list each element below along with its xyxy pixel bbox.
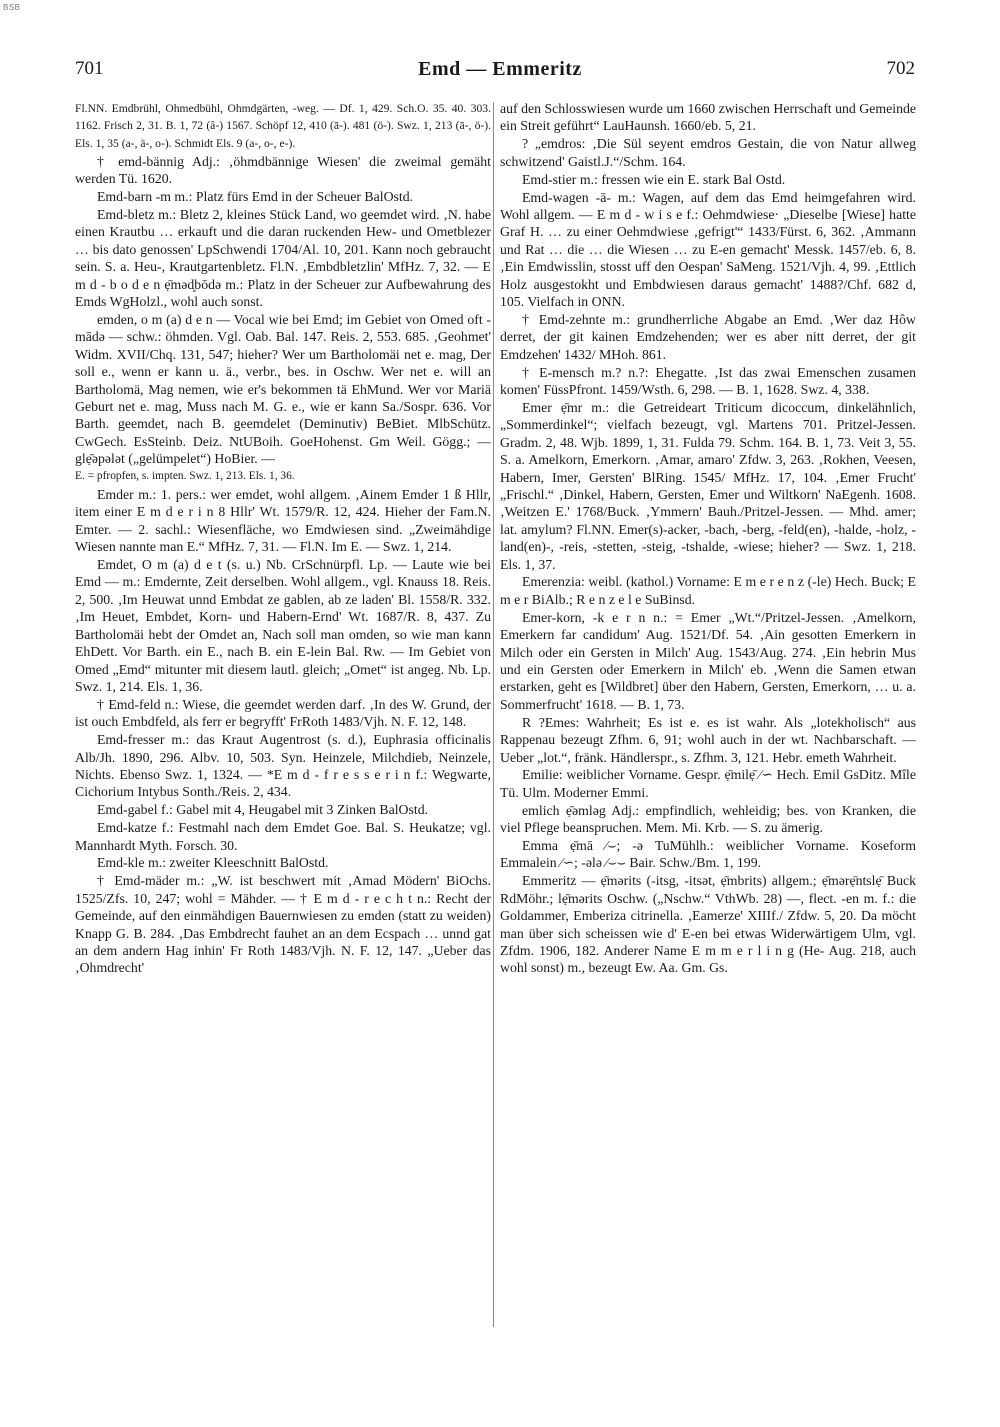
column-divider <box>493 102 494 1327</box>
entry-paragraph: auf den Schlosswiesen wurde um 1660 zwischen Herrschaft und Gemeinde ein Streit geführt“ LauHaunsh. 1660/eb. 5, 21. <box>500 101 916 134</box>
entry-paragraph: Emd-wagen -ā- m.: Wagen, auf dem das Emd heimgefahren wird. Wohl allgem. — E m d - w i s e f.: Oehmdwiese· „Dieselbe [Wiese] hatte Graf H. … zu einer Oehmdwiese ‚gefrigt'“ 1433/Fürst. 6, 362. ‚Ammann und Rat … die … die Wiesen … zu E-en gemacht' Messk. 1457/eb. 6, 8. ‚Ein Emdwisslin, stosst uff den Oespan' SaMeng. 1521/Vjh. 4, 99. ‚Ettlich Holz ausgestokht und Embdwiesen daraus gemacht' 1488?/Chf. 682 d, 105. Vielfach in ONN. <box>500 189 916 309</box>
entry-paragraph: Emd-barn -m m.: Platz fürs Emd in der Scheuer BalOstd. <box>97 189 414 205</box>
entry-paragraph: † Emd-zehnte m.: grundherrliche Abgabe an Emd. ‚Wer daz Hôw derret, der git kainen Emdzehenden; wer es aber nitt derret, der git Emdzehen' 1432/ MHoh. 861. <box>500 311 916 362</box>
right-column <box>500 100 916 1328</box>
entry-paragraph: Fl.NN. Emdbrühl, Ohmedbühl, Ohmdgärten, -weg. — Df. 1, 429. Sch.O. 35. 40. 303. 1162. Frisch 2, 31. B. 1, 72 (â-) 1567. Schöpf 12, 410 (ā-). 481 (ö-). Swz. 1, 213 (ā-, ö-). Els. 1, 35 (a-, ä-, o-). Schmidt Els. 9 (a-, o-, e-). <box>75 102 491 150</box>
page-header <box>0 58 1000 88</box>
page-number-left: 701 <box>75 58 104 79</box>
entry-paragraph: Emmeritz — ẹ̄mərits (-itsg, -itsət, ẹ̄mbrits) allgem.; ẹ̄mərẹ̄ntslẹ̄ Buck RdMöhr.; lẹ̄mərits Oschw. („Nschw.“ VthWb. 28) —, flect. -en m. f.: die Goldammer, Emberiza citrinella. ‚Eamerze' XIIIf./ Zfdw. 5, 20. Da möcht man über sich scheissen wie d' E-en bei etwas Widerwärtigem Ulm, vgl. Zfdm. 1906, 182. Anderer Name E m m e r l i n g (He- Aug. 218, auch wohl sonst) m., bezeugt Ew. Aa. Gm. Gs. <box>500 873 916 976</box>
entry-paragraph: † Emd-feld n.: Wiese, die geemdet werden darf. ‚In des W. Grund, der ist ouch Embdfeld, als ferr er begryfft' FrRoth 1483/Vjh. N. F. 12, 148. <box>75 696 491 730</box>
library-stamp: BSB <box>3 3 21 12</box>
entry-paragraph: † Emd-mäder m.: „W. ist beschwert mit ‚Amad Mödern' BiOchs. 1525/Zfs. 10, 247; wohl = Mähder. — † E m d - r e c h t n.: Recht der Gemeinde, auf den einmähdigen Bauernwiesen zu emden (statt zu weiden) Knapp G. B. 284. ‚Das Embdrecht fauhet an an dem Ecspach … unnd gat an dem andern Hag inhin' Fr Roth 1483/Vjh. N. F. 12, 147. „Ueber das ‚Ohmdrecht' <box>75 873 491 976</box>
entry-paragraph: Emer-korn, -k e r n n.: = Emer „Wt.“/Pritzel-Jessen. ‚Amelkorn, Emerkern far candidum' Aug. 1521/Df. 54. ‚Ain gesotten Emerkern in Milch oder ein Gersten in Milch' Aug. 1543/Aug. 274. ‚Ein hebrin Mus und ein Gersten oder Emerkern in Milch' eb. ‚Wenn die Samen etwan erstarken, geht es [Wildbret] über den Habern, Gersten, Emerkorn, … u. a. Sommerfrucht' 1618. — B. 1, 73. <box>500 609 916 712</box>
running-title: Emd — Emmeritz <box>418 58 582 80</box>
page-number-right: 702 <box>886 58 915 79</box>
entry-paragraph: Emd-gabel f.: Gabel mit 4, Heugabel mit 3 Zinken BalOstd. <box>97 802 429 818</box>
entry-paragraph: Emd-katze f.: Festmahl nach dem Emdet Goe. Bal. S. Heukatze; vgl. Mannhardt Myth. Forsch. 30. <box>75 820 491 853</box>
entry-paragraph: Emd-fresser m.: das Kraut Augentrost (s. d.), Euphrasia officinalis Alb/Jh. 1890, 296. Albv. 10, 503. Syn. Heinzele, Milchdieb, Neinzele, Nichts. Ebenso Swz. 1, 1324. — *E m d - f r e s s e r i n f.: Wegwarte, Cichorium Intybus Sonth./Reis. 2, 434. <box>75 732 491 800</box>
entry-paragraph: † emd-bännig Adj.: ‚öhmdbännige Wiesen' die zweimal gemäht werden Tü. 1620. <box>75 153 491 187</box>
entry-paragraph: Emilie: weiblicher Vorname. Gespr. ẹ̄milẹ̄ ∕∽ Hech. Emil GsDitz. Mîle Tü. Ulm. Moderner Emmi. <box>500 767 916 800</box>
entry-paragraph: Emma ẹ̄mā ∕⌣; -ə TuMühlh.: weiblicher Vorname. Koseform Emmalein ∕∽; -ələ ∕⌣⌣ Bair. Schw./Bm. 1, 199. <box>500 838 916 871</box>
entry-paragraph: R ?Emes: Wahrheit; Es ist e. es ist wahr. Als „lotekholisch“ aus Rappenau bezeugt Zfhm. 6, 91; wohl auch in der wt. Nachbarschaft. — Ueber „lot.“, fränk. Händlerspr., s. Zfhm. 3, 121. Hebr. emeth Wahrheit. <box>500 714 916 765</box>
entry-paragraph: † E-mensch m.? n.?: Ehegatte. ‚Ist das zwai Emenschen zusamen komen' FüssPfront. 1459/Wsth. 6, 298. — B. 1, 1628. Swz. 4, 338. <box>500 364 916 397</box>
entry-paragraph: Emdet, O m (a) d e t (s. u.) Nb. CrSchnürpfl. Lp. — Laute wie bei Emd — m.: Emdernte, Zeit derselben. Wohl allgem., vgl. Knauss 18. Reis. 2, 500. ‚Im Heuwat unnd Embdat ze gablen, ab ze laden' Bl. 1558/R. 332. ‚Im Heuet, Embdet, Korn- und Habern-Ernd' Wt. 1687/R. 8, 437. Zu Bartholomäi hebt der Omdet an, Nach soll man omden, so wie man kann EhDett. Vor Barth. ein E., nach B. ein E-lein Bal. Rw. — Im Gebiet von Omed „Emd“ mitunter mit diesem lautl. gleich; „Omet“ ist angeg. Nb. Lp. Swz. 1, 214. Els. 1, 36. <box>75 557 491 694</box>
entry-paragraph: E. = pfropfen, s. impten. Swz. 1, 213. Els. 1, 36. <box>75 470 295 483</box>
entry-paragraph: ? „emdros: ‚Die Sül seyent emdros Gestain, die von Natur allweg schwitzend' Gaistl.J.“/Schm. 164. <box>500 136 916 169</box>
entry-paragraph: Emd-stier m.: fressen wie ein E. stark Bal Ostd. <box>522 171 786 187</box>
entry-paragraph: Emder m.: 1. pers.: wer emdet, wohl allgem. ‚Ainem Emder 1 ß Hllr, item einer E m d e r i n 8 Hllr' Wt. 1579/R. 12, 424. Hieher der Fam.N. Emter. — 2. sachl.: Wiesenfläche, wo Emdwiesen sind. „Zweimähdige Wiesen nannte man E.“ MfHz. 7, 31. — Fl.N. Im E. — Swz. 1, 214. <box>75 486 491 555</box>
entry-paragraph: emden, o m (a) d e n — Vocal wie bei Emd; im Gebiet von Omed oft -mādə — schw.: öhmden. Vgl. Oab. Bal. 147. Reis. 2, 553. 685. ‚Geohmet' Widm. XVII/Chq. 131, 547; hieher? Wer um Bartholomäi net e. mag, Der soll e., wenn er kann u. ä., verbr., bes. in Oschw. Wer net e. will an Bartholomä, Mag nemen, wie er's bekommen tä EhMund. Wer vor Mariä Geburt net e. mag, Muss nach M. G. e., wie er kann Sa./Sospr. 636. Vor Barth. geemdet, nach B. geemdelet (Deminutiv) BeBiet. MlbSchütz. CwGech. EsSteinb. Deiz. NtUBoih. GoeHohenst. Gm Weil. Gögg.; — glẹ̄əpələt („gelümpelet“) HoBier. — <box>75 311 491 467</box>
left-column <box>75 100 491 1328</box>
entry-paragraph: Emer ẹ̄mr m.: die Getreideart Triticum dicoccum, dinkelähnlich, „Sommerdinkel“; vielfach bezeugt, vgl. Martens 701. Pritzel-Jessen. Gradm. 2, 48. Wjb. 1899, 1, 31. Fulda 79. Schm. 164. B. 1, 73. Veit 3, 55. S. a. Amelkorn, Emerkorn. ‚Amar, amaro' Zfdw. 3, 263. ‚Rokhen, Veesen, Habern, Imer, Gersten' BlRing. 1545/ MfHz. 17, 104. ‚Emer Frucht' „Frischl.“ ‚Dinkel, Habern, Gersten, Emer und Wiltkorn' NaEgenh. 1608. ‚Weitzen E.' 1768/Buck. ‚Ymmern' Bauh./Pritzel-Jessen. — Mhd. amer; lat. amylum? Fl.NN. Emer(s)-acker, -bach, -berg, -feld(en), -halde, -holz, -land(en)-, -reis, -stetten, -steig, -tshalde, -wiese; hieher? — Swz. 1, 218. Els. 1, 37. <box>500 399 916 572</box>
entry-paragraph: Emd-kle m.: zweiter Kleeschnitt BalOstd. <box>97 855 329 871</box>
entry-paragraph: Emd-bletz m.: Bletz 2, kleines Stück Land, wo geemdet wird. ‚N. habe einen Krautbu … erkauft und die daran ruckenden Hew- und Ometblezer … bis dato genossen' LpSchwendi 1704/Al. 10, 201. Kann noch gebraucht sein. S. a. Heu-, Krautgartenbletz. Fl.N. ‚Embdbletzlin' MfHz. 7, 32. — E m d - b o d e n ẹ̄məd̥bōdə m.: Platz in der Scheuer zur Aufbewahrung des Emds WgHolzl., wohl auch sonst. <box>75 206 491 309</box>
entry-paragraph: Emerenzia: weibl. (kathol.) Vorname: E m e r e n z (-le) Hech. Buck; E m e r BiAlb.; R e n z e l e SuBinsd. <box>500 574 916 607</box>
entry-paragraph: emlich ẹ̄əmləg Adj.: empfindlich, wehleidig; bes. von Kranken, die viel Pflege beanspruchen. Mem. Mi. Krb. — S. zu ämerig. <box>500 802 916 836</box>
